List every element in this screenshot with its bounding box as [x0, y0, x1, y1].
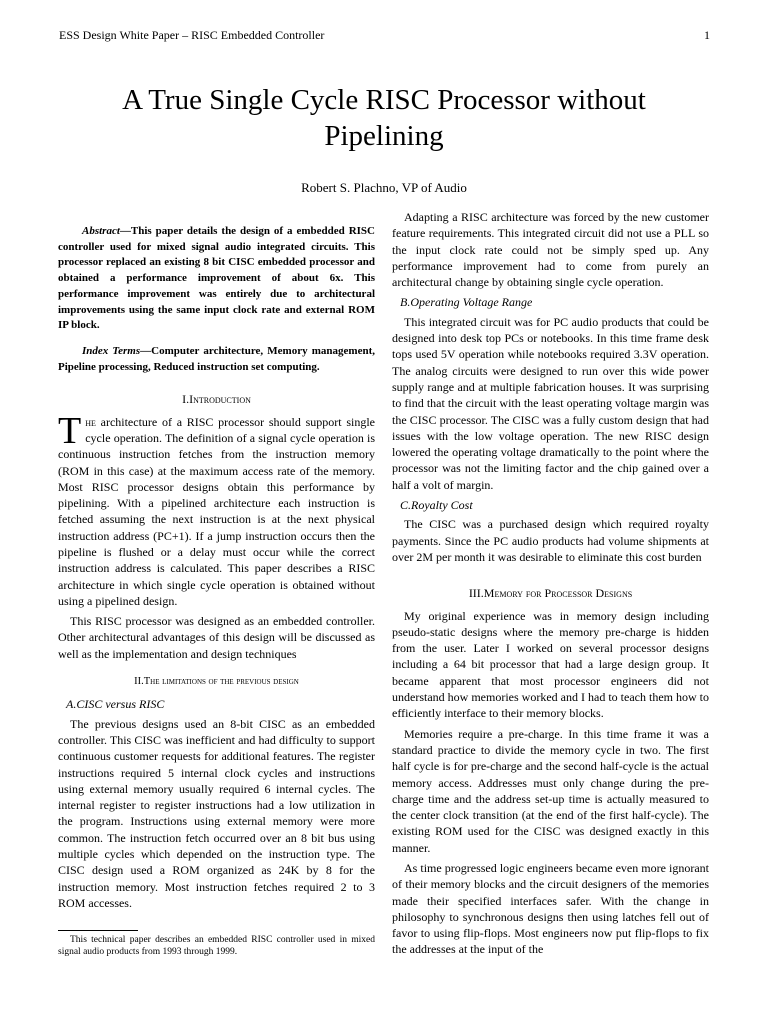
limitations-paragraph-2: Adapting a RISC architecture was forced by the new customer feature requirements. This integrated circuit did not use a PLL so the input clock rate could not be simply sped up. Any performance improvement had to come from purely an architectural change by obtaining single cycle operation.: [392, 210, 709, 290]
memory-paragraph-1: My original experience was in memory design including pseudo-static designs where the memory pre-charge is hidden from the user. Later I worked on several processor designs including a 64 bit processor that had a large design group. It became apparent that most processor engineers did not understand how memories worked and I had to teach them how to efficiently interface to their memory blocks.: [392, 608, 709, 721]
paper-title: A True Single Cycle RISC Processor without Pipelining: [122, 84, 646, 152]
abstract-label: Abstract: [82, 225, 120, 237]
memory-paragraph-2: Memories require a pre-charge. In this time frame it was a standard practice to divide the memory cycle in two. The first half cycle is for pre-charge and the second half-cycle is the actual memory access. Addresses must only change during the pre-charge time and the address set-up time is actually measured to the center clock transition (at the end of the first half-cycle). The existing ROM used for the CISC was designed exactly in this manner.: [392, 726, 709, 855]
footnote-divider: [58, 930, 138, 931]
intro-paragraph-1: [58, 409, 375, 610]
footnote: This technical paper describes an embedded RISC controller used in mixed signal audio products from 1993 through 1999.: [58, 935, 375, 957]
drop-cap: T: [58, 409, 82, 452]
subsection-heading-royalty-cost: C.Royalty Cost: [400, 498, 473, 513]
intro-paragraph-2: This RISC processor was designed as an embedded controller. Other architectural advantages of this design will be discussed as well as the implementation and design techniques: [58, 614, 375, 661]
section-heading-limitations: II.The limitations of the previous design: [134, 676, 299, 688]
index-terms: [58, 344, 375, 375]
index-terms-text: —Computer architecture, Memory management, Pipeline processing, Reduced instruction set computing.: [58, 344, 375, 373]
subsection-heading-operating-voltage: B.Operating Voltage Range: [400, 295, 533, 310]
drop-cap-lead: he: [85, 414, 96, 429]
right-column: [392, 209, 709, 958]
running-header: [59, 28, 710, 42]
abstract-text: —This paper details the design of a embedded RISC controller used for mixed signal audio integrated circuits. This processor replaced an existing 8 bit CISC embedded processor and obtained a performance improvement of about 6x. This performance improvement was entirely due to architectural improvements using the same input clock rate and external ROM IP block.: [58, 225, 375, 332]
index-terms-label: Index Terms: [82, 344, 141, 357]
running-title: ESS Design White Paper – RISC Embedded Controller: [59, 28, 325, 42]
limitations-paragraph-3: This integrated circuit was for PC audio products that could be designed into desk top PCs or notebooks. In this time frame desk tops used 5V operation while notebooks required 3.3V operation. The analog circuits were designed to run over this wide power supply range and at multiple fabrication houses. It was surprising to find that the circuit with the least operating voltage margin was the CISC processor. The CISC was a fully custom design that had issues with the low voltage operation. The new RISC design lowered the operating voltage dramatically to the point where the processor was not the limiting factor and the chip gained over a half a volt of margin.: [392, 314, 709, 492]
subsection-heading-cisc-vs-risc: A.CISC versus RISC: [66, 697, 165, 712]
left-column: [58, 224, 375, 911]
author-line: Robert S. Plachno, VP of Audio: [301, 180, 467, 195]
page-number: 1: [704, 28, 710, 42]
limitations-paragraph-1: The previous designs used an 8-bit CISC as an embedded controller. This CISC was inefficient and had difficulty to support continuous customer requests for additional features. The register instructions required 5 internal clock cycles and instructions using external memory usually required 6 internal cycles. The internal register to register instructions had a low utilization in the program. Instructions using external memory were more common. The instruction fetch occurred over an 8 bit bus using multiple cycles which depended on the instruction type. The CISC design used a ROM organized as 24K by 8 for the instruction memory. Most instruction fetches required 2 to 3 ROM accesses.: [58, 716, 375, 910]
section-heading-introduction: I.Introduction: [182, 392, 251, 407]
intro-paragraph-1-text: architecture of a RISC processor should support single cycle operation. The definition of a signal cycle operation is continuous instruction fetches from the instruction memory (ROM in this case) at the maximum access rate of the memory. Most RISC processor designs obtain this performance by pipelining. With a pipelined architecture each instruction is fetched assuming the next instruction is at the next physical instruction address (PC+1). If a jump instruction occurs then the pipeline is flushed or a delay must occur while the correct instruction address is calculated. This paper describes a RISC architecture in which single cycle operation is obtained without using a pipelined design.: [58, 414, 375, 608]
memory-paragraph-3: As time progressed logic engineers became even more ignorant of their memory blocks and the circuit designers of the memories made their specified interfaces safer. With the change in philosophy to synchronous designs then using latches fell out of favor to using flip-flops. Most engineers now put flip-flops to fix the addresses at the input of the: [392, 860, 709, 957]
section-heading-memory: III.Memory for Processor Designs: [468, 586, 633, 601]
limitations-paragraph-4: The CISC was a purchased design which required royalty payments. Since the PC audio products had volume shipments at over 2M per month it was desirable to eliminate this cost burden: [392, 517, 709, 564]
abstract: [58, 224, 375, 334]
